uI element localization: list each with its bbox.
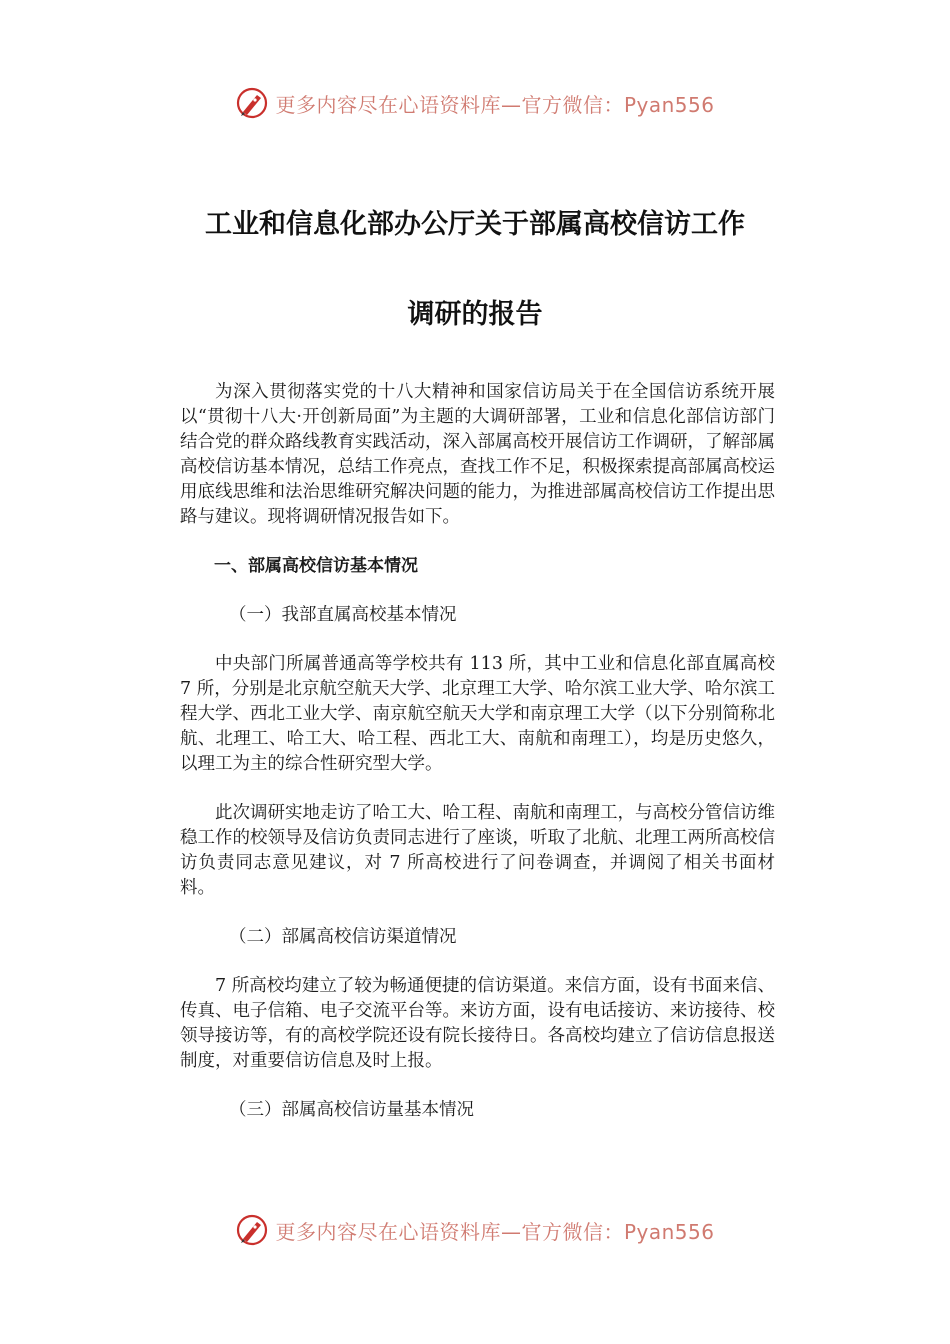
subsection-1-paragraph-1: 中央部门所属普通高等学校共有 113 所，其中工业和信息化部直属高校 7 所，分别是北京航空航天大学、北京理工大学、哈尔滨工业大学、哈尔滨工程大学、西北工业大学、南京航空航天大学和南京理工大学（以下分别简称北航、北理工、哈工大、哈工程、西北工大、南航和南理工），均是历史悠久，以理工为主的综合性研究型大学。: [180, 654, 775, 774]
pen-nib-logo-icon: [235, 86, 269, 120]
page-title-line-2: 调研的报告: [407, 299, 543, 330]
subsection-2-paragraph-1: 7 所高校均建立了较为畅通便捷的信访渠道。来信方面，设有书面来信、传真、电子信箱、电子交流平台等。来访方面，设有电话接访、来访接待、校领导接访等，有的高校学院还设有院长接待日。各高校均建立了信访信息报送制度，对重要信访信息及时上报。: [180, 976, 775, 1071]
watermark-banner-bottom: [0, 1210, 950, 1250]
section-1-heading: 一、部属高校信访基本情况: [214, 556, 418, 576]
watermark-text: 更多内容尽在心语资料库—官方微信：Pyan556: [275, 92, 715, 117]
document-body: [180, 380, 775, 1147]
page-title-line-1: 工业和信息化部办公厅关于部属高校信访工作: [205, 209, 745, 240]
pen-nib-logo-icon: [235, 1213, 269, 1247]
intro-paragraph: 为深入贯彻落实党的十八大精神和国家信访局关于在全国信访系统开展以“贯彻十八大·开创新局面”为主题的大调研部署，工业和信息化部信访部门结合党的群众路线教育实践活动，深入部属高校开展信访工作调研，了解部属高校信访基本情况，总结工作亮点，查找工作不足，积极探索提高部属高校运用底线思维和法治思维研究解决问题的能力，为推进部属高校信访工作提出思路与建议。现将调研情况报告如下。: [180, 382, 775, 527]
watermark-banner-top: [0, 83, 950, 123]
subsection-3-heading: （三）部属高校信访量基本情况: [229, 1100, 474, 1120]
subsection-2-heading: （二）部属高校信访渠道情况: [229, 927, 457, 947]
subsection-1-paragraph-2: 此次调研实地走访了哈工大、哈工程、南航和南理工，与高校分管信访维稳工作的校领导及信访负责同志进行了座谈，听取了北航、北理工两所高校信访负责同志意见建议，对 7 所高校进行了问卷调查，并调阅了相关书面材料。: [180, 803, 775, 898]
watermark-text: 更多内容尽在心语资料库—官方微信：Pyan556: [275, 1219, 715, 1244]
subsection-1-heading: （一）我部直属高校基本情况: [229, 605, 457, 625]
